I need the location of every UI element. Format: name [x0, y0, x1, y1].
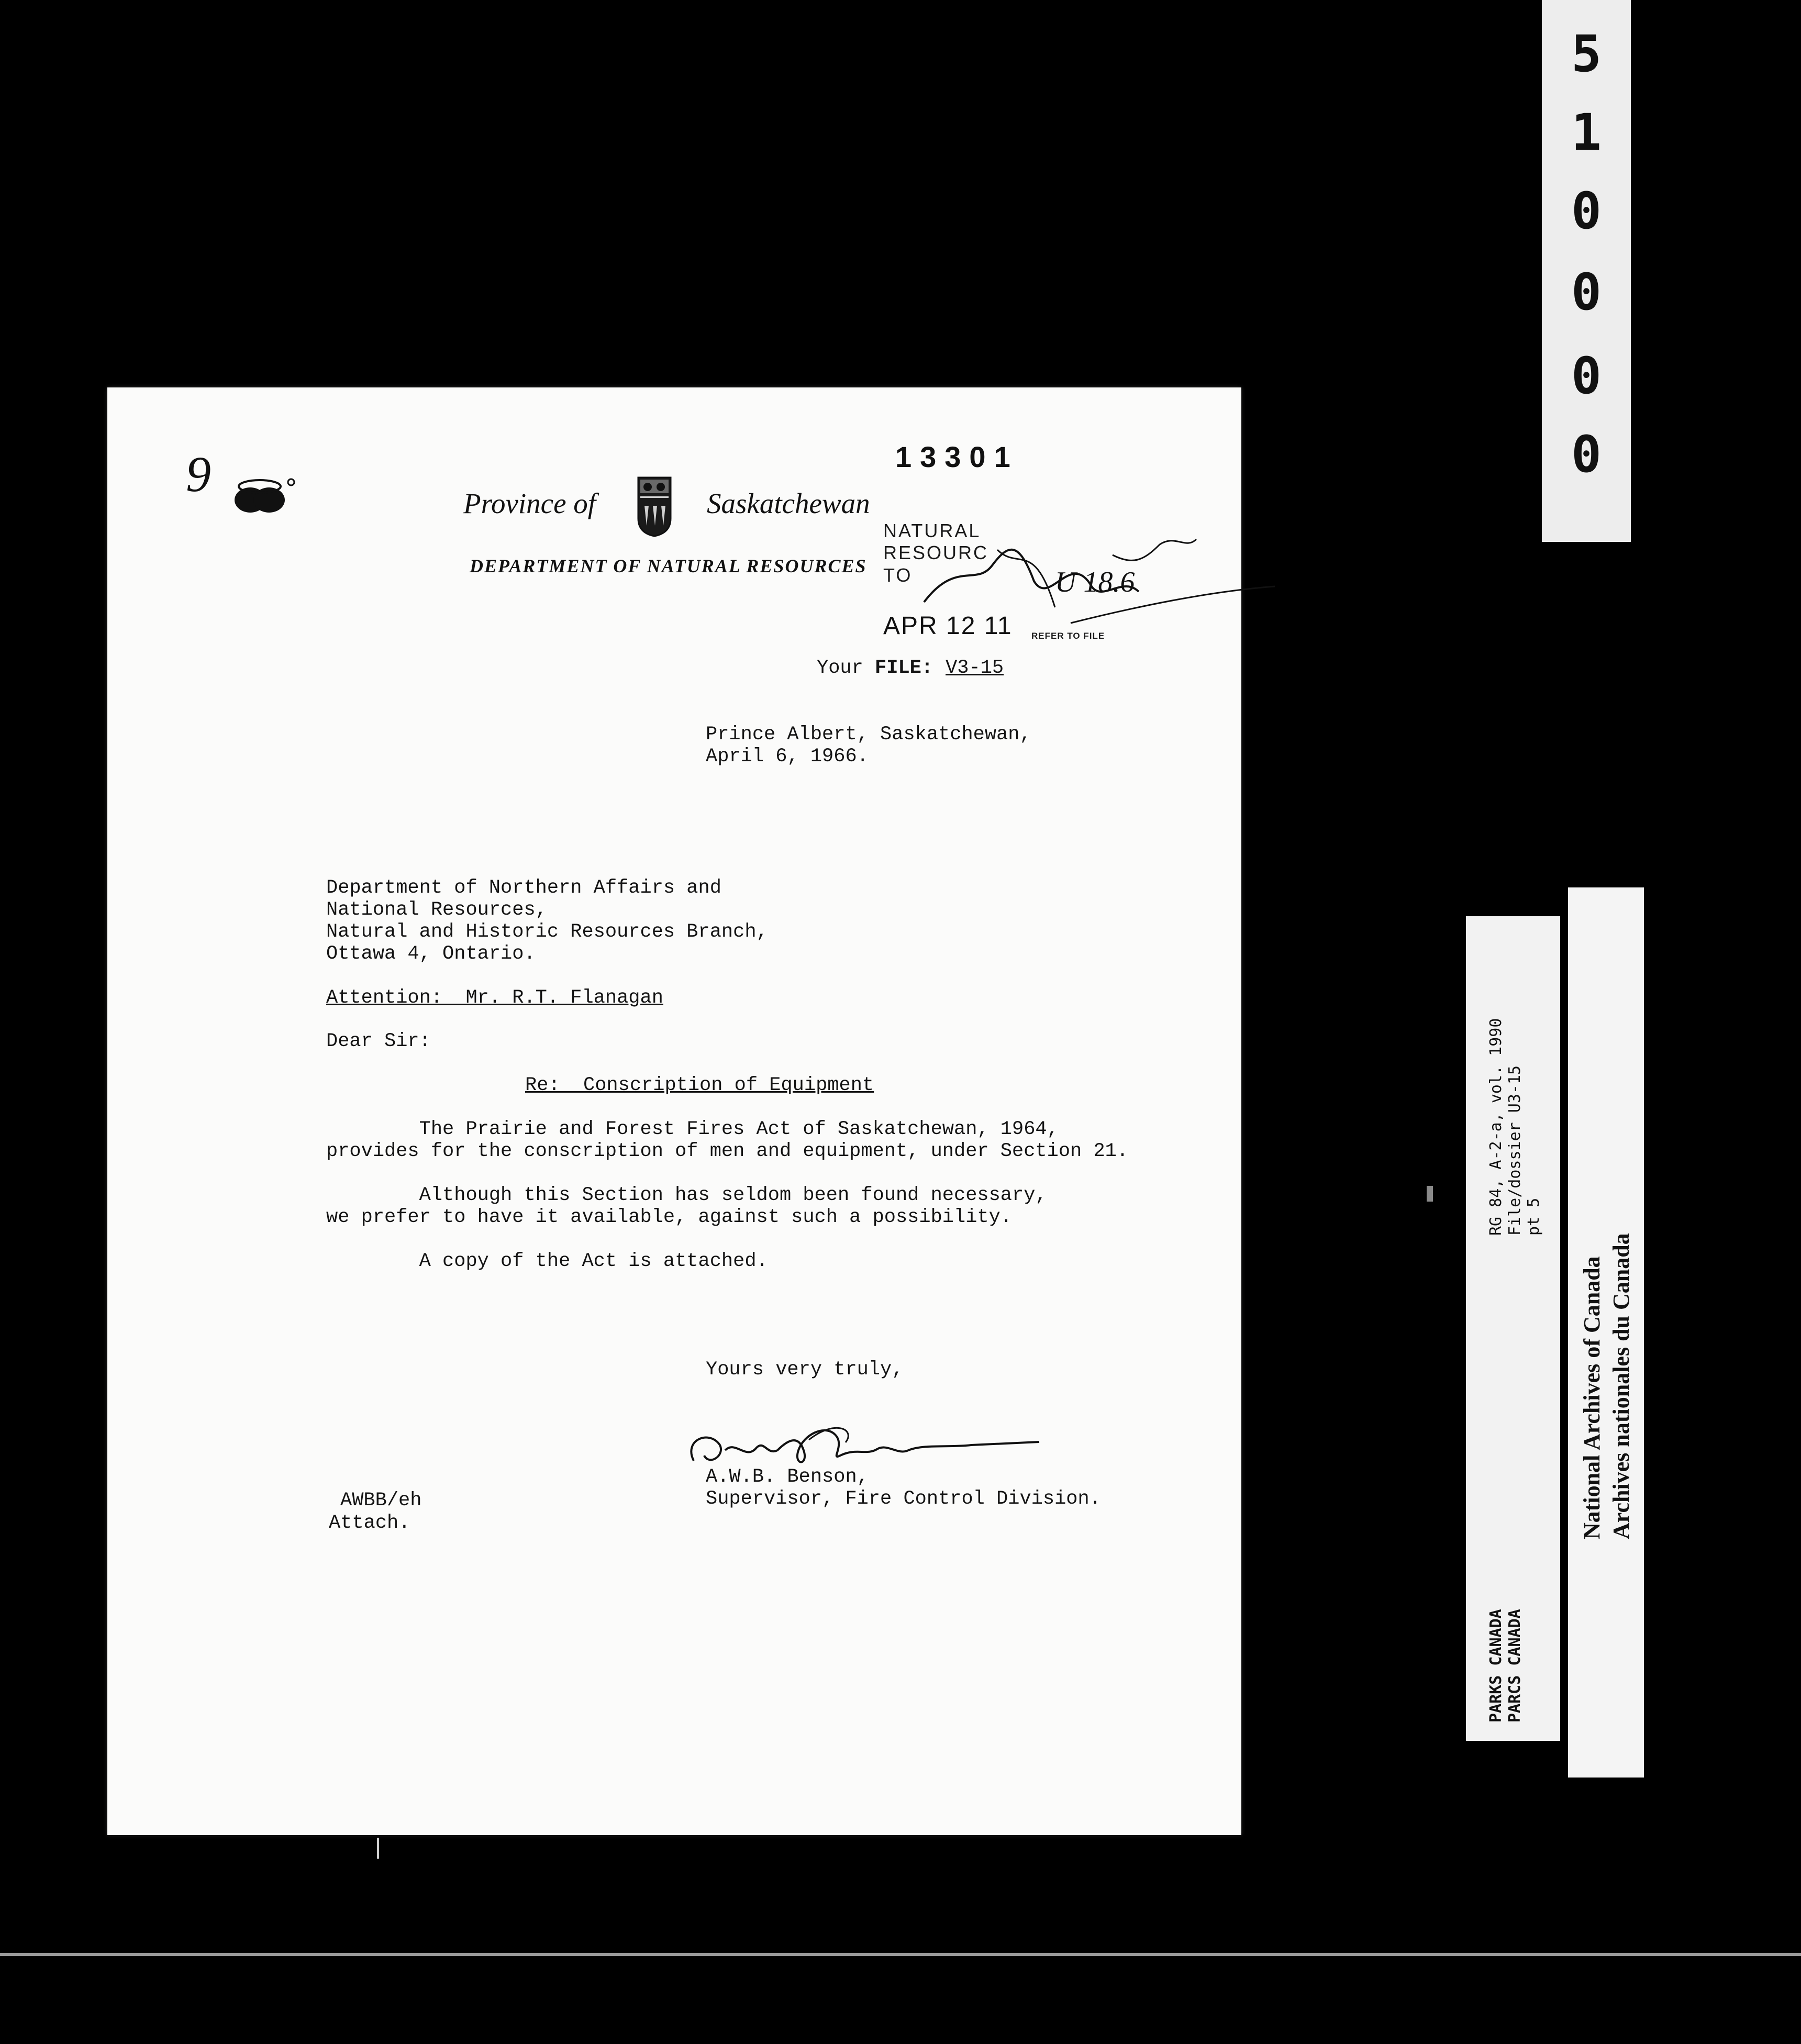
your-file-label: Your [817, 657, 863, 679]
archives-name-fr: Archives nationales du Canada [1608, 1233, 1634, 1539]
subject-line: Re: Conscription of Equipment [525, 1074, 874, 1096]
letter-place: Prince Albert, Saskatchewan, [706, 724, 1031, 746]
frame-digit: 0 [1571, 263, 1602, 321]
film-frame-line [0, 1953, 1801, 1956]
letter-page [107, 387, 1241, 1835]
letterhead-province: Province of [463, 487, 596, 519]
body-paragraph-line: A copy of the Act is attached. [326, 1250, 768, 1272]
archives-name-en: National Archives of Canada [1579, 1256, 1605, 1539]
frame-digit: 5 [1571, 25, 1602, 83]
your-file-word: FILE: [875, 657, 933, 679]
stamp-refer-to-file: REFER TO FILE [1031, 631, 1105, 641]
registry-number: 13301 [895, 440, 1019, 473]
reference-text-block [1487, 1018, 1543, 1236]
national-archives-label [1568, 887, 1644, 1778]
part-ref: pt 5 [1525, 1197, 1543, 1236]
recipient-line: National Resources, [326, 899, 547, 921]
film-tick-mark [377, 1838, 379, 1859]
parks-canada-en: PARKS CANADA [1487, 1609, 1505, 1723]
letter-date: April 6, 1966. [706, 746, 869, 768]
frame-digit: 0 [1571, 425, 1602, 484]
your-file-line [817, 657, 1004, 679]
stray-mark [1427, 1186, 1433, 1202]
frame-digit: 1 [1571, 103, 1602, 162]
stamp-date: APR 12 11 [883, 612, 1013, 640]
your-file-ref: V3-15 [946, 657, 1004, 679]
letterhead-saskatchewan: Saskatchewan [707, 487, 870, 519]
handwritten-file-ref: U 18.6 [1055, 566, 1135, 598]
folio-mark: 9 [186, 446, 211, 502]
file-dossier-ref: File/dossier U3-15 [1506, 1065, 1524, 1236]
attention-line: Attention: Mr. R.T. Flanagan [326, 987, 663, 1009]
stamp-resources: RESOURC [883, 542, 989, 563]
archive-reference-label [1466, 916, 1560, 1741]
parks-canada-fr: PARCS CANADA [1506, 1609, 1524, 1723]
recipient-line: Natural and Historic Resources Branch, [326, 921, 768, 943]
salutation: Dear Sir: [326, 1030, 431, 1052]
body-paragraph-line: provides for the conscription of men and equipment, under Section 21. [326, 1140, 1129, 1162]
saskatchewan-crest-icon [636, 475, 673, 537]
letterhead-department: DEPARTMENT OF NATURAL RESOURCES [470, 556, 867, 576]
body-paragraph-line: Although this Section has seldom been found necessary, [326, 1184, 1047, 1206]
closing: Yours very truly, [706, 1359, 904, 1381]
recipient-line: Ottawa 4, Ontario. [326, 943, 536, 965]
recipient-line: Department of Northern Affairs and [326, 877, 721, 899]
stamp-to: TO [883, 564, 913, 586]
reference-text-block [1487, 1609, 1525, 1723]
registry-seal-icon [225, 474, 298, 521]
typist-initials: AWBB/eh [340, 1490, 422, 1512]
frame-digit: 0 [1571, 182, 1602, 240]
microfilm-frame-tag [1542, 0, 1631, 542]
body-paragraph-line: The Prairie and Forest Fires Act of Saskatchewan, 1964, [326, 1118, 1059, 1140]
enclosure-note: Attach. [329, 1512, 410, 1534]
signer-title: Supervisor, Fire Control Division. [706, 1488, 1101, 1510]
body-paragraph-line: we prefer to have it available, against such a possibility. [326, 1206, 1013, 1228]
record-group-ref: RG 84, A-2-a, vol. 1990 [1487, 1018, 1505, 1236]
signer-name: A.W.B. Benson, [706, 1466, 869, 1488]
archives-text-block [1577, 1233, 1636, 1539]
frame-digit: 0 [1571, 347, 1602, 405]
stamp-natural: NATURAL [883, 520, 981, 541]
